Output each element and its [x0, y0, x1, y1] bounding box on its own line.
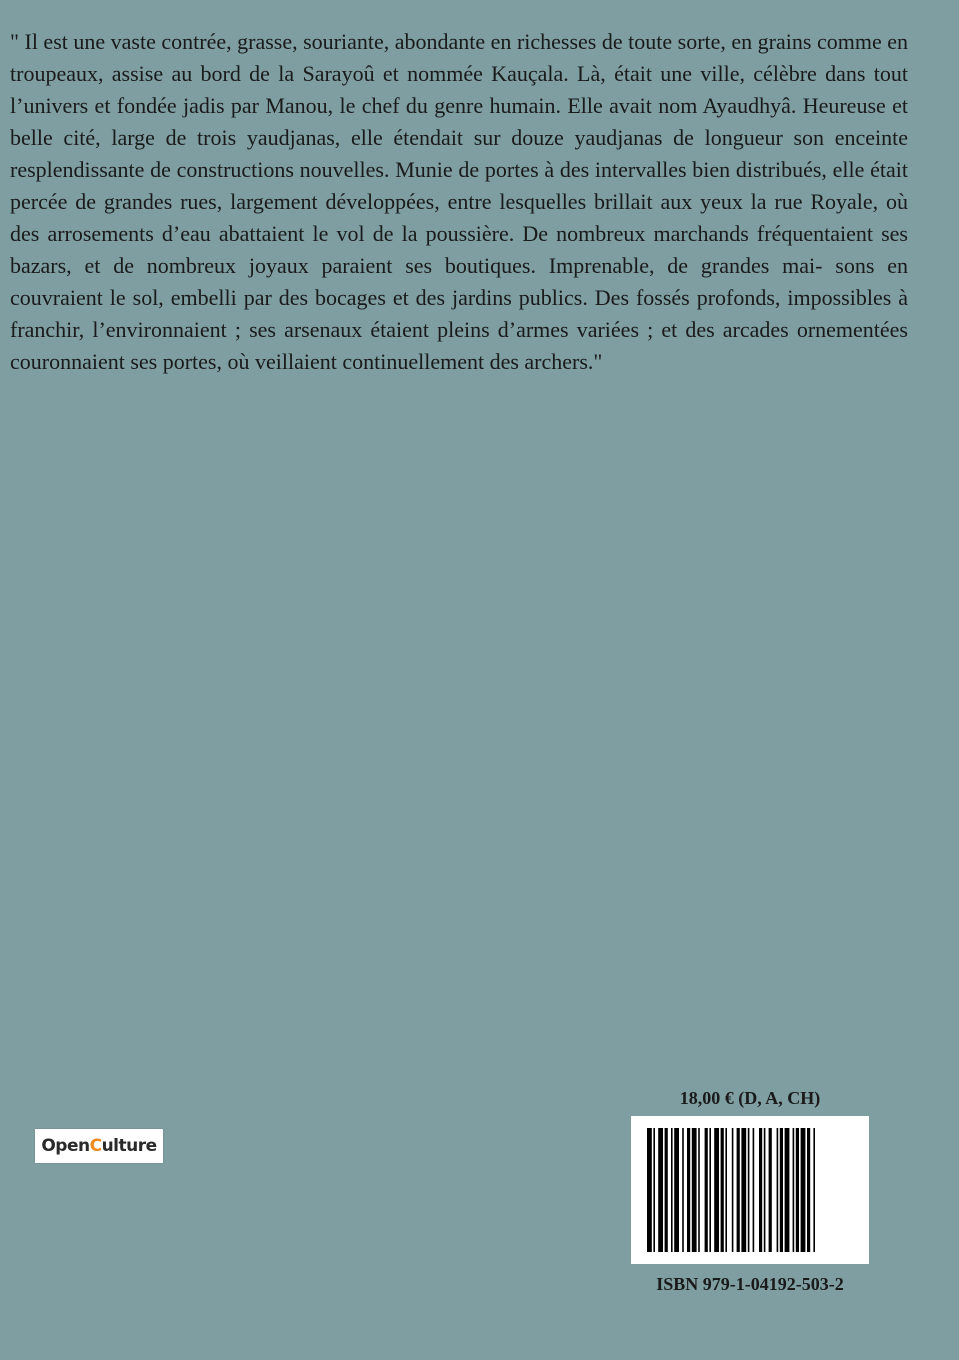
barcode-bar	[732, 1128, 734, 1252]
barcode-bar	[674, 1128, 679, 1252]
logo-text-c: C	[89, 1136, 102, 1156]
barcode-bar	[793, 1128, 795, 1252]
logo-text-open: Open	[41, 1136, 90, 1156]
barcode-bar	[759, 1128, 762, 1252]
barcode-bar	[796, 1128, 799, 1252]
barcode-bar	[801, 1128, 806, 1252]
logo-text-ulture: ulture	[101, 1136, 157, 1156]
barcode-bar	[780, 1128, 783, 1252]
barcode-bar	[671, 1128, 673, 1252]
barcode-bar	[769, 1128, 772, 1252]
barcode-bar	[709, 1128, 711, 1252]
barcode-bar	[658, 1128, 663, 1252]
barcode-bar	[682, 1128, 684, 1252]
price-label: 18,00 € (D, A, CH)	[679, 1088, 821, 1108]
barcode-bar	[725, 1128, 727, 1252]
barcode-bar	[748, 1128, 750, 1252]
barcode-bar	[692, 1128, 697, 1252]
barcode-bar	[777, 1128, 779, 1252]
barcode-bar	[741, 1128, 746, 1252]
back-cover-blurb: " Il est une vaste contrée, grasse, souriante, abondante en richesses de toute sorte, en grains comme en troupeaux, assise au bord de la Sarayoû et nommée Kauçala. Là, était une ville, célèbre dans tout l’univers et fondée jadis par Manou, le chef du genre humain. Elle avait nom Ayaudhyâ. Heureuse et belle cité, large de trois yaudjanas, elle étendait sur douze yaudjanas de longueur son enceinte resplendissante de constructions nouvelles. Munie de portes à des intervalles bien distribués, elle était percée de grandes rues, largement développées, entre lesquelles brillait aux yeux la rue Royale, où des arrosements d’eau abattaient le vol de la poussière. De nombreux marchands fréquentaient ses bazars, et de nombreux joyaux paraient ses boutiques. Imprenable, de grandes mai- sons en couvraient le sol, embelli par des bocages et des jardins publics. Des fossés profonds, impossibles à franchir, l’environnaient ; ses arsenaux étaient pleins d’armes variées ; et des arcades ornementées couronnaient ses portes, où veillaient continuellement des archers."	[10, 29, 908, 374]
barcode-bar	[764, 1128, 766, 1252]
barcode-bar	[721, 1128, 724, 1252]
barcode-bar	[705, 1128, 708, 1252]
barcode-bar	[785, 1128, 790, 1252]
barcode-bar	[687, 1128, 690, 1252]
barcode-bars	[643, 1128, 857, 1252]
barcode-bar	[813, 1128, 815, 1252]
barcode-bar	[647, 1128, 652, 1252]
barcode-bar	[698, 1128, 700, 1252]
barcode-bar	[737, 1128, 740, 1252]
barcode	[631, 1116, 869, 1264]
barcode-bar	[714, 1128, 719, 1252]
barcode-bar	[807, 1128, 810, 1252]
isbn-label: ISBN 979-1-04192-503-2	[656, 1274, 844, 1294]
publisher-logo	[35, 1129, 163, 1163]
barcode-bar	[653, 1128, 655, 1252]
barcode-bar	[753, 1128, 755, 1252]
barcode-bar	[665, 1128, 668, 1252]
